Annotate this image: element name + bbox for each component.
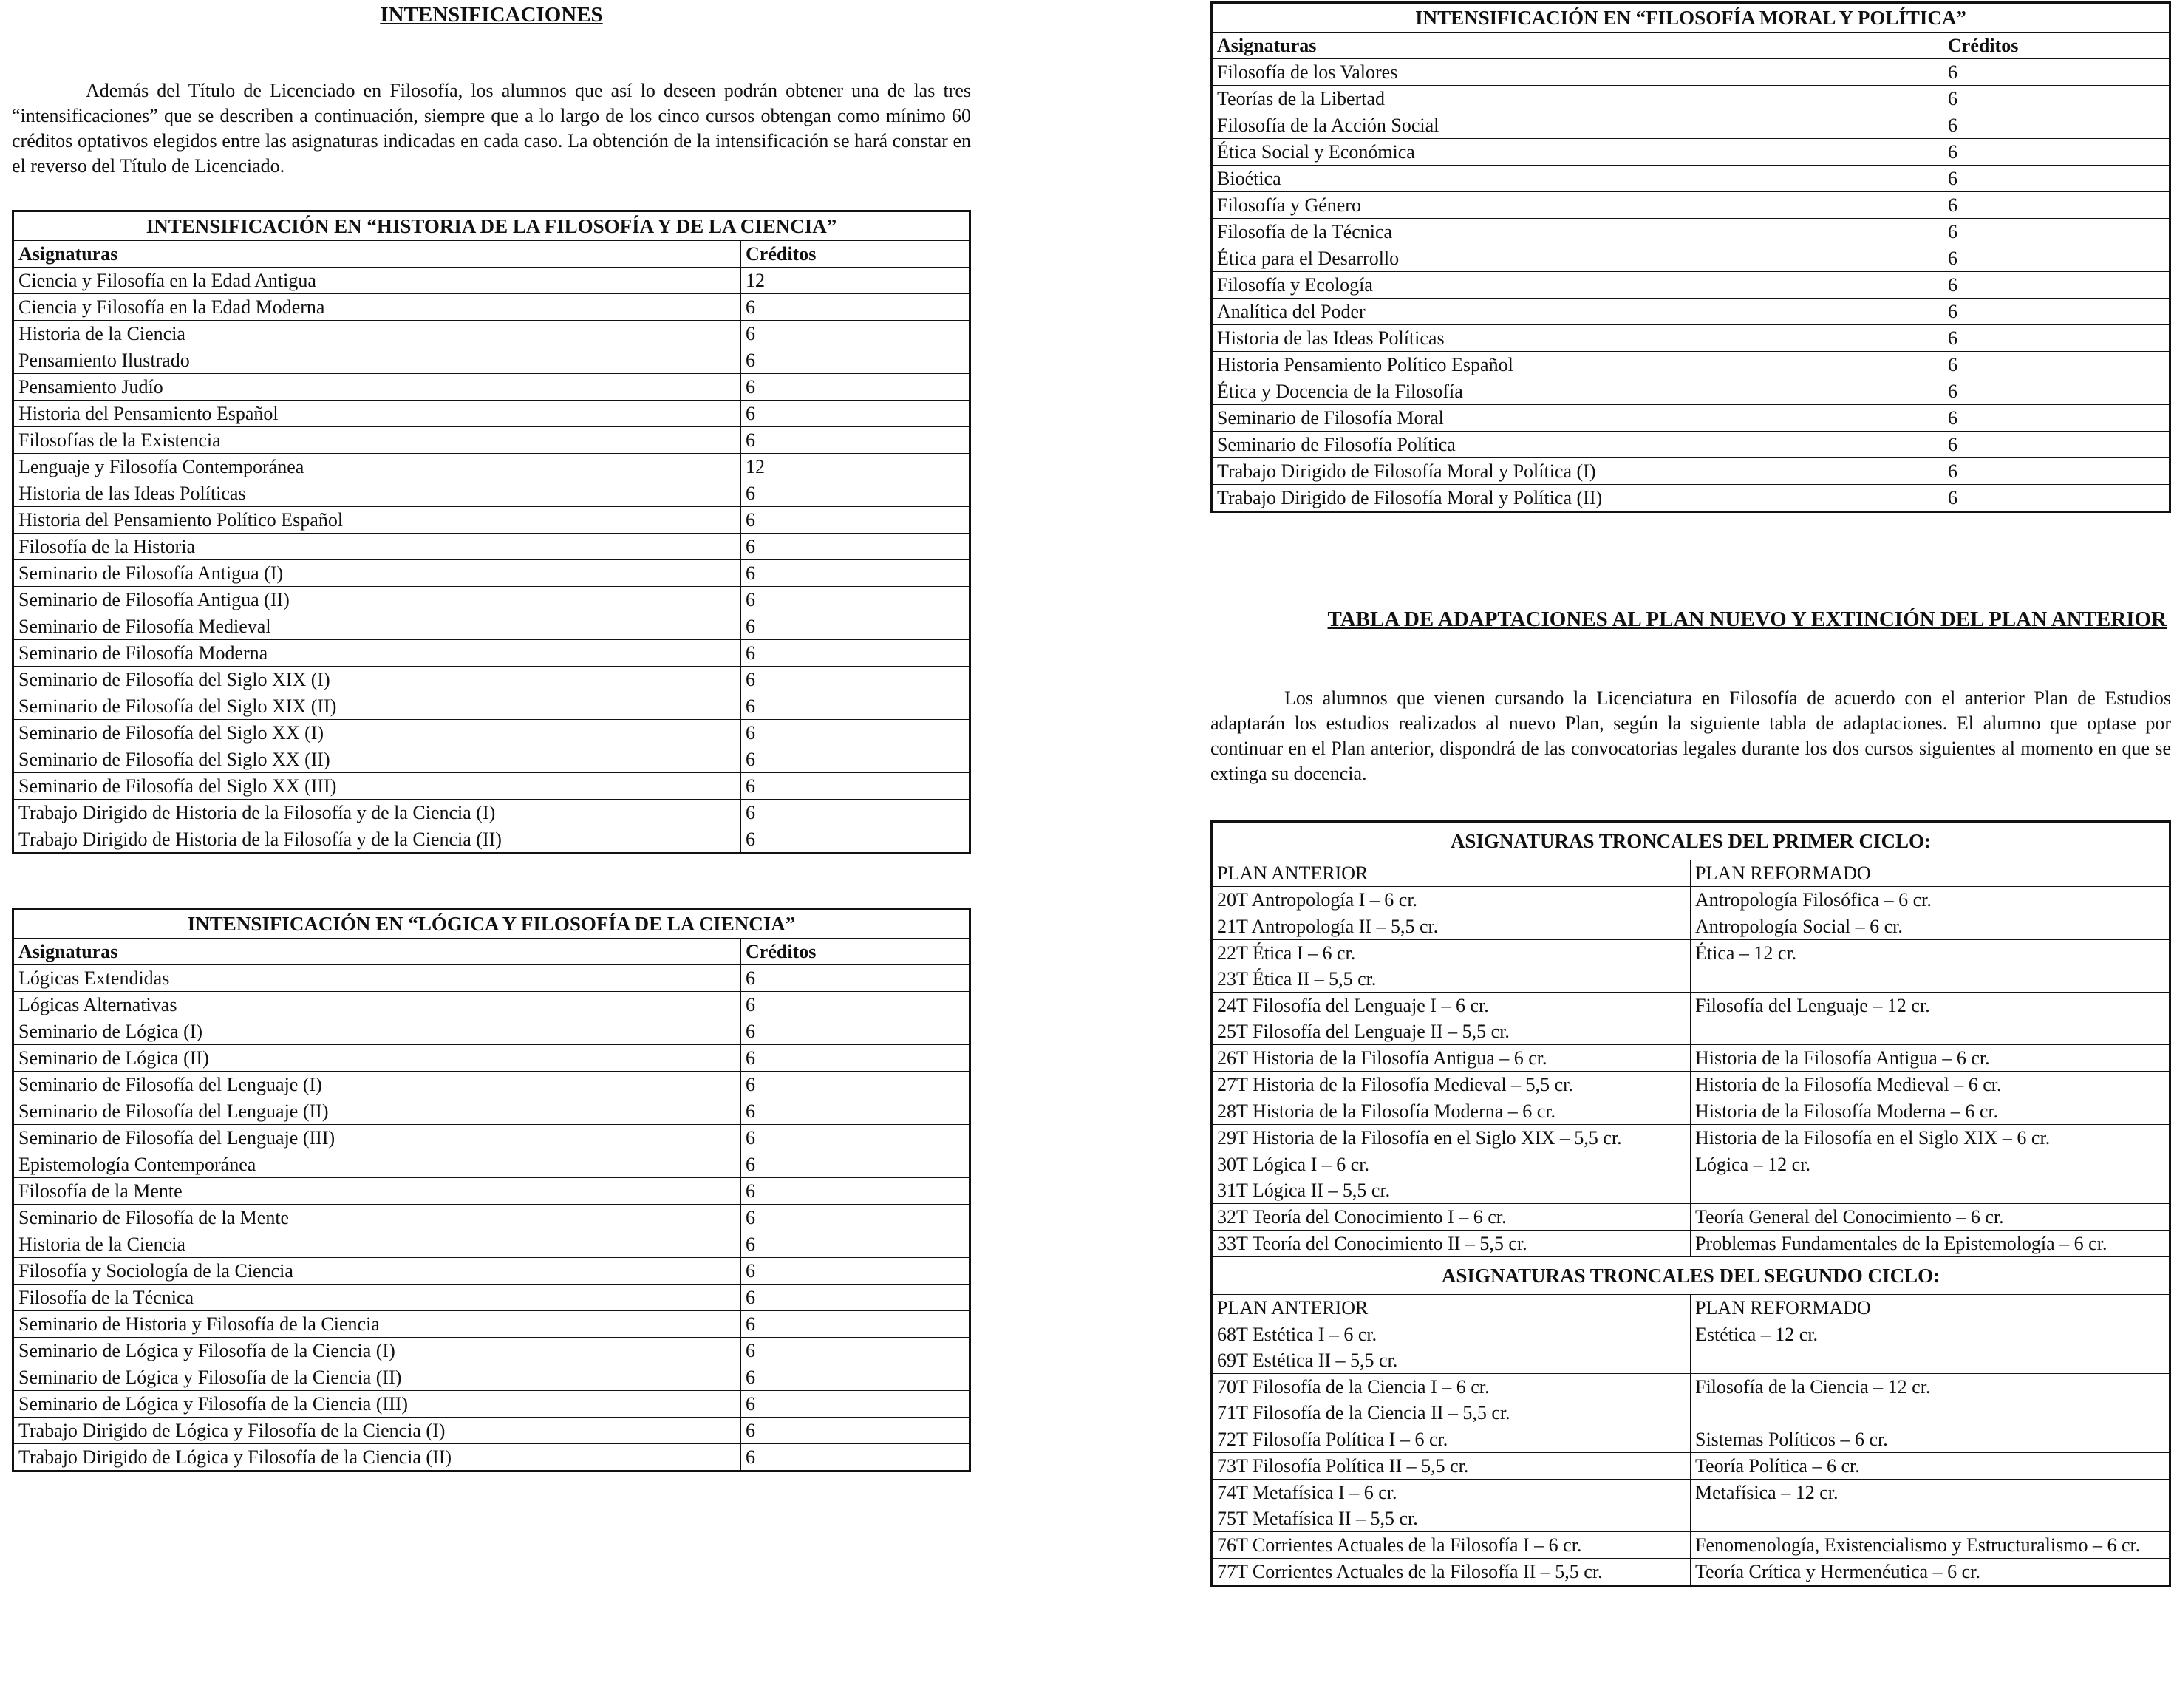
subject-cell: Trabajo Dirigido de Historia de la Filosofía y de la Ciencia (I) <box>13 800 741 826</box>
plan-reformado-cell: Teoría Política – 6 cr. <box>1691 1453 2170 1480</box>
plan-reformado-cell: Teoría Crítica y Hermenéutica – 6 cr. <box>1691 1559 2170 1586</box>
credits-cell: 6 <box>741 534 970 560</box>
subject-cell: Seminario de Filosofía del Siglo XIX (II) <box>13 693 741 720</box>
adaptation-row <box>1212 1151 2170 1204</box>
credits-cell: 6 <box>741 347 970 374</box>
subject-cell: Seminario de Filosofía del Lenguaje (III) <box>13 1125 741 1151</box>
table-logica-filosofia-ciencia <box>12 908 971 1472</box>
credits-cell: 6 <box>741 640 970 667</box>
table-row <box>1212 272 2170 299</box>
credits-cell: 6 <box>1943 59 2170 86</box>
table-row <box>13 1418 970 1444</box>
subject-cell: Seminario de Lógica (II) <box>13 1045 741 1072</box>
subject-cell: Seminario de Filosofía del Lenguaje (II) <box>13 1098 741 1125</box>
plan-anterior-cell <box>1212 1321 1691 1374</box>
plan-reformado-cell: Antropología Filosófica – 6 cr. <box>1691 887 2170 913</box>
subject-cell: Trabajo Dirigido de Lógica y Filosofía de la Ciencia (II) <box>13 1444 741 1471</box>
credits-cell: 6 <box>741 773 970 800</box>
plan-reformado-cell: Historia de la Filosofía Medieval – 6 cr. <box>1691 1072 2170 1098</box>
subject-cell: Seminario de Lógica (I) <box>13 1018 741 1045</box>
credits-cell: 6 <box>1943 352 2170 378</box>
subject-cell: Seminario de Filosofía Moderna <box>13 640 741 667</box>
credits-cell: 6 <box>741 1338 970 1364</box>
plan-anterior-line: 33T Teoría del Conocimiento II – 5,5 cr. <box>1217 1233 1527 1254</box>
subject-cell: Historia del Pensamiento Político Español <box>13 507 741 534</box>
plan-anterior-line: 28T Historia de la Filosofía Moderna – 6 cr. <box>1217 1100 1556 1122</box>
plan-anterior-line: 25T Filosofía del Lenguaje II – 5,5 cr. <box>1217 1021 1510 1042</box>
credits-cell: 6 <box>1943 219 2170 245</box>
table-row <box>13 1072 970 1098</box>
credits-cell: 6 <box>1943 112 2170 139</box>
plan-anterior-line: 21T Antropología II – 5,5 cr. <box>1217 916 1439 937</box>
column-header-plan-reformado: PLAN REFORMADO <box>1691 860 2170 887</box>
plan-anterior-line: 76T Corrientes Actuales de la Filosofía I – 6 cr. <box>1217 1534 1582 1556</box>
table-row <box>13 965 970 992</box>
credits-cell: 6 <box>741 427 970 454</box>
table-row <box>1212 86 2170 112</box>
subject-cell: Seminario de Filosofía del Siglo XX (I) <box>13 720 741 746</box>
credits-cell: 6 <box>1943 166 2170 192</box>
credits-cell: 6 <box>1943 378 2170 405</box>
adaptation-row <box>1212 1374 2170 1426</box>
subject-cell: Historia de la Ciencia <box>13 321 741 347</box>
credits-cell: 6 <box>741 401 970 427</box>
subject-cell: Lenguaje y Filosofía Contemporánea <box>13 454 741 480</box>
subject-cell: Historia Pensamiento Político Español <box>1212 352 1943 378</box>
table-row <box>1212 352 2170 378</box>
table-row <box>13 268 970 294</box>
adaptation-row <box>1212 1125 2170 1151</box>
table-row <box>13 427 970 454</box>
table-row <box>13 1178 970 1205</box>
subject-cell: Filosofía y Género <box>1212 192 1943 219</box>
plan-anterior-cell <box>1212 1072 1691 1098</box>
credits-cell: 6 <box>1943 325 2170 352</box>
table-row <box>13 720 970 746</box>
plan-reformado-cell: Filosofía de la Ciencia – 12 cr. <box>1691 1374 2170 1426</box>
column-header-plan-reformado: PLAN REFORMADO <box>1691 1295 2170 1321</box>
credits-cell: 6 <box>741 507 970 534</box>
credits-cell: 6 <box>741 374 970 401</box>
plan-anterior-cell <box>1212 1045 1691 1072</box>
segundo-ciclo-caption: ASIGNATURAS TRONCALES DEL SEGUNDO CICLO: <box>1212 1257 2170 1295</box>
table-row <box>13 1444 970 1471</box>
subject-cell: Seminario de Historia y Filosofía de la Ciencia <box>13 1311 741 1338</box>
adaptation-row <box>1212 1072 2170 1098</box>
plan-anterior-cell <box>1212 1125 1691 1151</box>
credits-cell: 6 <box>1943 485 2170 512</box>
plan-anterior-cell <box>1212 1374 1691 1426</box>
table-row <box>13 347 970 374</box>
credits-cell: 12 <box>741 268 970 294</box>
adaptaciones-table <box>1210 820 2171 1587</box>
subject-cell: Trabajo Dirigido de Filosofía Moral y Política (I) <box>1212 458 1943 485</box>
credits-cell: 6 <box>741 992 970 1018</box>
subject-cell: Seminario de Filosofía Medieval <box>13 613 741 640</box>
credits-cell: 6 <box>1943 272 2170 299</box>
subject-cell: Filosofía y Ecología <box>1212 272 1943 299</box>
table-row <box>13 374 970 401</box>
adaptation-row <box>1212 913 2170 940</box>
adaptaciones-table-section <box>1210 820 2171 1587</box>
plan-reformado-cell: Filosofía del Lenguaje – 12 cr. <box>1691 993 2170 1045</box>
plan-reformado-cell: Ética – 12 cr. <box>1691 940 2170 993</box>
subject-cell: Lógicas Extendidas <box>13 965 741 992</box>
column-header-plan-anterior: PLAN ANTERIOR <box>1212 860 1691 887</box>
table-row <box>1212 378 2170 405</box>
subject-cell: Seminario de Filosofía del Siglo XIX (I) <box>13 667 741 693</box>
credits-cell: 6 <box>741 587 970 613</box>
plan-anterior-cell <box>1212 1532 1691 1559</box>
plan-anterior-cell <box>1212 1559 1691 1586</box>
table-row <box>1212 219 2170 245</box>
subject-cell: Ciencia y Filosofía en la Edad Antigua <box>13 268 741 294</box>
credits-cell: 6 <box>741 1178 970 1205</box>
table-historia-section <box>12 210 971 854</box>
table-caption: INTENSIFICACIÓN EN “LÓGICA Y FILOSOFÍA DE LA CIENCIA” <box>13 909 970 939</box>
table-row <box>13 1125 970 1151</box>
plan-anterior-line: 74T Metafísica I – 6 cr. <box>1217 1482 1397 1503</box>
credits-cell: 6 <box>741 1231 970 1258</box>
table-moral-section <box>1210 1 2171 513</box>
subject-cell: Lógicas Alternativas <box>13 992 741 1018</box>
subject-cell: Bioética <box>1212 166 1943 192</box>
table-caption: INTENSIFICACIÓN EN “FILOSOFÍA MORAL Y POLÍTICA” <box>1212 3 2170 33</box>
table-row <box>13 640 970 667</box>
adaptation-row <box>1212 1559 2170 1586</box>
column-header-creditos: Créditos <box>741 939 970 965</box>
subject-cell: Historia del Pensamiento Español <box>13 401 741 427</box>
plan-anterior-cell <box>1212 1151 1691 1204</box>
adaptation-row <box>1212 1453 2170 1480</box>
credits-cell: 6 <box>1943 432 2170 458</box>
subject-cell: Filosofía de la Mente <box>13 1178 741 1205</box>
credits-cell: 6 <box>741 1098 970 1125</box>
table-row <box>13 507 970 534</box>
credits-cell: 6 <box>741 720 970 746</box>
subject-cell: Epistemología Contemporánea <box>13 1151 741 1178</box>
table-row <box>1212 299 2170 325</box>
subject-cell: Pensamiento Judío <box>13 374 741 401</box>
column-header-plan-anterior: PLAN ANTERIOR <box>1212 1295 1691 1321</box>
table-row <box>13 1285 970 1311</box>
plan-reformado-cell: Historia de la Filosofía Antigua – 6 cr. <box>1691 1045 2170 1072</box>
table-row <box>1212 112 2170 139</box>
plan-reformado-cell: Fenomenología, Existencialismo y Estructuralismo – 6 cr. <box>1691 1532 2170 1559</box>
left-column <box>12 0 971 1468</box>
credits-cell: 6 <box>741 1418 970 1444</box>
subject-cell: Seminario de Filosofía del Siglo XX (III) <box>13 773 741 800</box>
plan-reformado-cell: Teoría General del Conocimiento – 6 cr. <box>1691 1204 2170 1231</box>
plan-anterior-cell <box>1212 993 1691 1045</box>
subject-cell: Historia de las Ideas Políticas <box>13 480 741 507</box>
table-row <box>13 1098 970 1125</box>
plan-reformado-cell: Historia de la Filosofía en el Siglo XIX – 6 cr. <box>1691 1125 2170 1151</box>
plan-reformado-cell: Estética – 12 cr. <box>1691 1321 2170 1374</box>
table-logica-section <box>12 908 971 1472</box>
credits-cell: 6 <box>741 1072 970 1098</box>
credits-cell: 6 <box>741 613 970 640</box>
table-row <box>13 534 970 560</box>
adaptation-row <box>1212 1045 2170 1072</box>
table-row <box>13 773 970 800</box>
table-row <box>13 800 970 826</box>
subject-cell: Seminario de Filosofía Política <box>1212 432 1943 458</box>
credits-cell: 12 <box>741 454 970 480</box>
plan-anterior-line: 29T Historia de la Filosofía en el Siglo XIX – 5,5 cr. <box>1217 1127 1622 1149</box>
column-header-asignaturas: Asignaturas <box>13 939 741 965</box>
plan-anterior-line: 71T Filosofía de la Ciencia II – 5,5 cr. <box>1217 1402 1510 1423</box>
table-caption: INTENSIFICACIÓN EN “HISTORIA DE LA FILOSOFÍA Y DE LA CIENCIA” <box>13 211 970 241</box>
table-row <box>1212 325 2170 352</box>
table-row <box>13 1391 970 1418</box>
plan-anterior-cell <box>1212 1204 1691 1231</box>
credits-cell: 6 <box>741 1018 970 1045</box>
table-row <box>13 1338 970 1364</box>
subject-cell: Historia de las Ideas Políticas <box>1212 325 1943 352</box>
plan-anterior-line: 70T Filosofía de la Ciencia I – 6 cr. <box>1217 1376 1490 1398</box>
plan-anterior-line: 73T Filosofía Política II – 5,5 cr. <box>1217 1455 1469 1477</box>
adaptation-row <box>1212 1321 2170 1374</box>
adaptation-row <box>1212 1426 2170 1453</box>
credits-cell: 6 <box>1943 299 2170 325</box>
plan-anterior-line: 72T Filosofía Política I – 6 cr. <box>1217 1429 1448 1450</box>
credits-cell: 6 <box>741 1258 970 1285</box>
plan-reformado-cell: Historia de la Filosofía Moderna – 6 cr. <box>1691 1098 2170 1125</box>
credits-cell: 6 <box>1943 405 2170 432</box>
subject-cell: Filosofías de la Existencia <box>13 427 741 454</box>
column-header-asignaturas: Asignaturas <box>1212 33 1943 59</box>
plan-anterior-cell <box>1212 1098 1691 1125</box>
plan-anterior-line: 30T Lógica I – 6 cr. <box>1217 1154 1370 1175</box>
subject-cell: Pensamiento Ilustrado <box>13 347 741 374</box>
credits-cell: 6 <box>1943 192 2170 219</box>
plan-reformado-cell: Metafísica – 12 cr. <box>1691 1480 2170 1532</box>
credits-cell: 6 <box>741 1285 970 1311</box>
table-row <box>1212 166 2170 192</box>
table-row <box>1212 139 2170 166</box>
table-row <box>13 1258 970 1285</box>
table-row <box>1212 245 2170 272</box>
adaptation-row <box>1212 887 2170 913</box>
column-header-creditos: Créditos <box>741 241 970 268</box>
table-filosofia-moral-politica <box>1210 1 2171 513</box>
intensificaciones-heading: INTENSIFICACIONES <box>380 3 603 27</box>
table-historia-filosofia-ciencia <box>12 210 971 854</box>
credits-cell: 6 <box>741 1364 970 1391</box>
plan-anterior-line: 69T Estética II – 5,5 cr. <box>1217 1350 1398 1371</box>
plan-anterior-line: 68T Estética I – 6 cr. <box>1217 1324 1377 1345</box>
subject-cell: Seminario de Filosofía del Lenguaje (I) <box>13 1072 741 1098</box>
plan-anterior-line: 77T Corrientes Actuales de la Filosofía II – 5,5 cr. <box>1217 1561 1603 1582</box>
subject-cell: Seminario de Filosofía de la Mente <box>13 1205 741 1231</box>
subject-cell: Ciencia y Filosofía en la Edad Moderna <box>13 294 741 321</box>
table-row <box>1212 458 2170 485</box>
plan-anterior-cell <box>1212 887 1691 913</box>
subject-cell: Filosofía de la Técnica <box>1212 219 1943 245</box>
table-row <box>13 746 970 773</box>
credits-cell: 6 <box>741 480 970 507</box>
table-row <box>13 1045 970 1072</box>
adaptation-row <box>1212 940 2170 993</box>
table-row <box>1212 59 2170 86</box>
table-row <box>13 454 970 480</box>
subject-cell: Trabajo Dirigido de Lógica y Filosofía de la Ciencia (I) <box>13 1418 741 1444</box>
adaptaciones-heading-wrap <box>1210 605 2171 636</box>
plan-reformado-cell: Sistemas Políticos – 6 cr. <box>1691 1426 2170 1453</box>
credits-cell: 6 <box>741 1311 970 1338</box>
plan-anterior-cell <box>1212 1480 1691 1532</box>
plan-anterior-cell <box>1212 1426 1691 1453</box>
credits-cell: 6 <box>741 1125 970 1151</box>
adaptation-row <box>1212 993 2170 1045</box>
subject-cell: Teorías de la Libertad <box>1212 86 1943 112</box>
plan-anterior-line: 24T Filosofía del Lenguaje I – 6 cr. <box>1217 995 1489 1016</box>
subject-cell: Trabajo Dirigido de Filosofía Moral y Política (II) <box>1212 485 1943 512</box>
credits-cell: 6 <box>741 1391 970 1418</box>
table-row <box>13 613 970 640</box>
plan-anterior-line: 23T Ética II – 5,5 cr. <box>1217 968 1377 990</box>
table-row <box>13 587 970 613</box>
adaptation-row <box>1212 1480 2170 1532</box>
subject-cell: Seminario de Filosofía Antigua (II) <box>13 587 741 613</box>
table-row <box>13 1231 970 1258</box>
table-row <box>13 1018 970 1045</box>
column-header-creditos: Créditos <box>1943 33 2170 59</box>
credits-cell: 6 <box>741 826 970 854</box>
credits-cell: 6 <box>741 965 970 992</box>
adaptaciones-heading: TABLA DE ADAPTACIONES AL PLAN NUEVO Y EXTINCIÓN DEL PLAN ANTERIOR <box>1327 608 2167 631</box>
table-row <box>13 294 970 321</box>
plan-anterior-cell <box>1212 1453 1691 1480</box>
table-row <box>13 1311 970 1338</box>
plan-reformado-cell: Lógica – 12 cr. <box>1691 1151 2170 1204</box>
credits-cell: 6 <box>741 1151 970 1178</box>
table-row <box>13 693 970 720</box>
subject-cell: Filosofía de la Acción Social <box>1212 112 1943 139</box>
subject-cell: Ética y Docencia de la Filosofía <box>1212 378 1943 405</box>
plan-anterior-line: 20T Antropología I – 6 cr. <box>1217 889 1418 911</box>
subject-cell: Filosofía de la Historia <box>13 534 741 560</box>
table-row <box>13 560 970 587</box>
plan-anterior-line: 31T Lógica II – 5,5 cr. <box>1217 1180 1391 1201</box>
credits-cell: 6 <box>1943 86 2170 112</box>
subject-cell: Trabajo Dirigido de Historia de la Filosofía y de la Ciencia (II) <box>13 826 741 854</box>
adaptation-row <box>1212 1204 2170 1231</box>
table-row <box>1212 405 2170 432</box>
credits-cell: 6 <box>741 693 970 720</box>
table-row <box>13 480 970 507</box>
adaptation-row <box>1212 1532 2170 1559</box>
credits-cell: 6 <box>1943 458 2170 485</box>
subject-cell: Seminario de Lógica y Filosofía de la Ciencia (III) <box>13 1391 741 1418</box>
table-row <box>1212 485 2170 512</box>
subject-cell: Ética Social y Económica <box>1212 139 1943 166</box>
adaptation-row <box>1212 1098 2170 1125</box>
credits-cell: 6 <box>741 1045 970 1072</box>
credits-cell: 6 <box>741 746 970 773</box>
plan-anterior-line: 26T Historia de la Filosofía Antigua – 6 cr. <box>1217 1047 1547 1069</box>
credits-cell: 6 <box>741 560 970 587</box>
plan-anterior-cell <box>1212 940 1691 993</box>
adaptaciones-intro: Los alumnos que vienen cursando la Licenciatura en Filosofía de acuerdo con el anterior Plan de Estudios adaptarán los estudios realizados al nuevo Plan, según la siguiente tabla de adaptaciones. El alumno que optase por continuar en el Plan anterior, dispondrá de las convocatorias legales durante los dos cursos siguientes al momento en que se extinga su docencia. <box>1210 687 2171 784</box>
credits-cell: 6 <box>741 800 970 826</box>
credits-cell: 6 <box>741 1205 970 1231</box>
subject-cell: Seminario de Filosofía del Siglo XX (II) <box>13 746 741 773</box>
credits-cell: 6 <box>1943 139 2170 166</box>
table-row <box>1212 432 2170 458</box>
column-header-asignaturas: Asignaturas <box>13 241 741 268</box>
table-row <box>13 1364 970 1391</box>
subject-cell: Seminario de Filosofía Moral <box>1212 405 1943 432</box>
adaptation-row <box>1212 1231 2170 1257</box>
credits-cell: 6 <box>741 294 970 321</box>
subject-cell: Seminario de Lógica y Filosofía de la Ciencia (I) <box>13 1338 741 1364</box>
subject-cell: Filosofía y Sociología de la Ciencia <box>13 1258 741 1285</box>
plan-anterior-line: 32T Teoría del Conocimiento I – 6 cr. <box>1217 1206 1507 1228</box>
subject-cell: Historia de la Ciencia <box>13 1231 741 1258</box>
subject-cell: Seminario de Lógica y Filosofía de la Ciencia (II) <box>13 1364 741 1391</box>
table-row <box>13 1151 970 1178</box>
primer-ciclo-caption: ASIGNATURAS TRONCALES DEL PRIMER CICLO: <box>1212 822 2170 860</box>
credits-cell: 6 <box>741 1444 970 1471</box>
table-row <box>13 992 970 1018</box>
plan-reformado-cell: Antropología Social – 6 cr. <box>1691 913 2170 940</box>
table-row <box>1212 192 2170 219</box>
subject-cell: Filosofía de la Técnica <box>13 1285 741 1311</box>
subject-cell: Ética para el Desarrollo <box>1212 245 1943 272</box>
table-row <box>13 321 970 347</box>
plan-anterior-line: 27T Historia de la Filosofía Medieval – 5,5 cr. <box>1217 1074 1573 1095</box>
credits-cell: 6 <box>1943 245 2170 272</box>
table-row <box>13 401 970 427</box>
plan-anterior-cell <box>1212 913 1691 940</box>
adaptaciones-intro-wrap <box>1210 686 2171 786</box>
credits-cell: 6 <box>741 667 970 693</box>
table-row <box>13 1205 970 1231</box>
plan-anterior-line: 75T Metafísica II – 5,5 cr. <box>1217 1508 1418 1529</box>
plan-anterior-line: 22T Ética I – 6 cr. <box>1217 942 1356 964</box>
plan-anterior-cell <box>1212 1231 1691 1257</box>
subject-cell: Filosofía de los Valores <box>1212 59 1943 86</box>
intensificaciones-intro: Además del Título de Licenciado en Filosofía, los alumnos que así lo deseen podrán obtener una de las tres “intensificaciones” que se describen a continuación, siempre que a lo largo de los cinco cursos obtengan como mínimo 60 créditos optativos elegidos entre las asignaturas indicadas en cada caso. La obtención de la intensificación se hará constar en el reverso del Título de Licenciado. <box>12 80 971 177</box>
table-row <box>13 826 970 854</box>
subject-cell: Seminario de Filosofía Antigua (I) <box>13 560 741 587</box>
table-row <box>13 667 970 693</box>
plan-reformado-cell: Problemas Fundamentales de la Epistemología – 6 cr. <box>1691 1231 2170 1257</box>
credits-cell: 6 <box>741 321 970 347</box>
subject-cell: Analítica del Poder <box>1212 299 1943 325</box>
